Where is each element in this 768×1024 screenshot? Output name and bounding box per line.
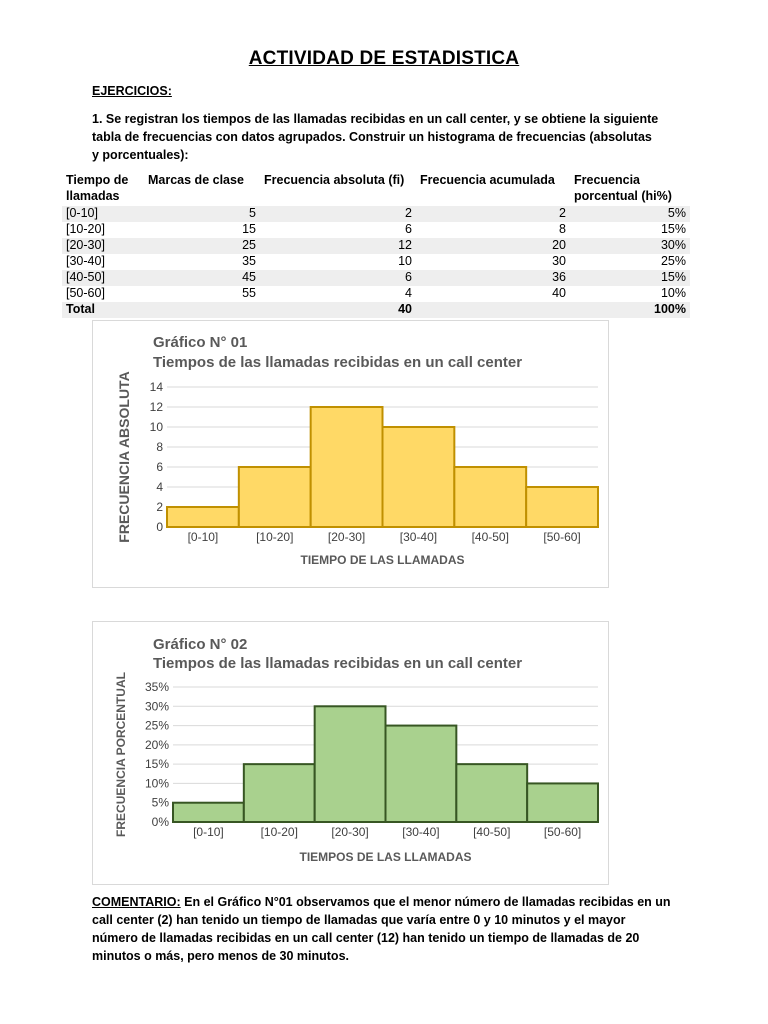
y-tick-label: 4	[156, 480, 163, 494]
table-cell: 20	[416, 238, 570, 254]
table-cell: 6	[405, 222, 412, 236]
histogram-bar	[311, 407, 383, 527]
table-cell: 30	[552, 254, 566, 268]
x-tick-label: [50-60]	[543, 825, 582, 839]
y-tick-label: 8	[156, 440, 163, 454]
table-cell: 15%	[660, 222, 686, 236]
y-tick-label: 14	[149, 380, 163, 394]
table-cell: 45	[144, 270, 260, 286]
table-cell: 15	[242, 222, 256, 236]
chart-title: Gráfico N° 01	[153, 334, 248, 351]
table-cell: 5%	[570, 206, 690, 222]
table-header: Frecuencia porcentual (hi%)	[574, 173, 672, 203]
table-cell: 55	[242, 286, 256, 300]
table-row	[62, 206, 690, 222]
comment-paragraph	[92, 893, 672, 965]
comment-label: COMENTARIO:	[92, 895, 181, 909]
x-tick-label: [50-60]	[543, 530, 581, 544]
histogram-chart-2	[92, 621, 609, 885]
x-tick-label: [20-30]	[331, 825, 369, 839]
table-header-row	[62, 172, 690, 206]
y-tick-label: 12	[149, 400, 163, 414]
comment-text: En el Gráfico N°01 observamos que el menor número de llamadas recibidas en un call center (2) han tenido un tiempo de llamadas que varía entre 0 y 10 minutos y el mayor número de llamadas recibidas en un call center (12) han tenido un tiempo de llamadas de 20 minutos o más, pero menos de 30 minutos.	[92, 895, 671, 963]
table-cell: 35	[242, 254, 256, 268]
histogram-bar	[456, 764, 527, 822]
y-tick-label: 2	[156, 500, 163, 514]
y-tick-label: 5%	[151, 795, 169, 810]
y-tick-label: 0%	[151, 815, 169, 829]
y-axis-label: FRECUENCIA ABSOLUTA	[116, 371, 132, 543]
table-cell: 100%	[570, 302, 690, 318]
x-tick-label: [30-40]	[399, 530, 438, 544]
y-axis-label: FRECUENCIA PORCENTUAL	[114, 672, 128, 837]
table-row	[62, 286, 690, 302]
page-title: ACTIVIDAD DE ESTADISTICA	[248, 48, 520, 69]
chart-subtitle: Tiempos de las llamadas recibidas en un call center	[153, 655, 523, 672]
x-tick-label: [0-10]	[193, 825, 224, 839]
y-tick-label: 0	[156, 520, 163, 534]
table-cell: 25	[144, 238, 260, 254]
table-cell: 10%	[660, 286, 686, 300]
table-cell: 5	[144, 206, 260, 222]
chart-title: Gráfico N° 02	[153, 636, 248, 653]
histogram-bar	[386, 726, 457, 822]
exercises-label: EJERCICIOS:	[92, 84, 172, 98]
table-row	[62, 270, 690, 286]
y-tick-label: 30%	[144, 699, 169, 714]
x-tick-label: [10-20]	[260, 825, 298, 839]
y-tick-label: 6	[156, 460, 163, 474]
y-tick-label: 15%	[144, 757, 169, 772]
table-cell: [20-30]	[62, 238, 144, 254]
frequency-table	[62, 172, 690, 318]
y-tick-label: 25%	[144, 718, 169, 733]
table-cell: 36	[416, 270, 570, 286]
table-total-row	[62, 302, 690, 318]
exercise-text: 1. Se registran los tiempos de las llamadas recibidas en un call center, y se obtiene la siguiente tabla de frecuencias con datos agrupados. Construir un histograma de frecuencias (absolutas y porcentuales):	[92, 112, 659, 162]
y-tick-label: 20%	[144, 737, 169, 752]
histogram-1-svg	[93, 321, 608, 587]
x-tick-label: [40-50]	[473, 825, 511, 839]
x-axis-label: TIEMPOS DE LAS LLAMADAS	[299, 850, 472, 864]
histogram-bar	[526, 487, 598, 527]
histogram-bar	[244, 764, 315, 822]
table-cell: 2	[260, 206, 416, 222]
chart-subtitle: Tiempos de las llamadas recibidas en un call center	[153, 354, 523, 371]
x-tick-label: [40-50]	[471, 530, 509, 544]
histogram-bar	[173, 803, 244, 822]
table-cell: [30-40]	[66, 254, 105, 268]
x-axis-label: TIEMPO DE LAS LLAMADAS	[300, 553, 465, 567]
table-cell: 40	[260, 302, 416, 318]
table-cell	[416, 302, 570, 318]
histogram-chart-1	[92, 320, 609, 588]
histogram-bar	[527, 783, 598, 822]
table-header: Tiempo de llamadas	[66, 173, 129, 203]
table-row	[62, 238, 690, 254]
y-tick-label: 10	[149, 420, 163, 434]
x-tick-label: [20-30]	[327, 530, 366, 544]
table-row	[62, 222, 690, 238]
table-header: Marcas de clase	[148, 173, 244, 187]
table-cell: [50-60]	[66, 286, 105, 300]
table-cell: 10	[398, 254, 412, 268]
table-cell: 8	[559, 222, 566, 236]
histogram-bar	[315, 706, 386, 822]
table-cell: 6	[260, 270, 416, 286]
table-cell: 40	[552, 286, 566, 300]
histogram-2-svg	[93, 622, 608, 884]
histogram-bar	[383, 427, 455, 527]
x-tick-label: [10-20]	[256, 530, 294, 544]
x-tick-label: [0-10]	[187, 530, 219, 544]
table-cell: 15%	[570, 270, 690, 286]
y-tick-label: 10%	[144, 776, 169, 791]
table-cell: [10-20]	[66, 222, 105, 236]
x-tick-label: [30-40]	[402, 825, 440, 839]
table-cell: [40-50]	[62, 270, 144, 286]
table-cell: 12	[260, 238, 416, 254]
histogram-bar	[167, 507, 239, 527]
table-header: Frecuencia acumulada	[420, 173, 555, 187]
histogram-bar	[454, 467, 526, 527]
table-cell: Total	[62, 302, 144, 318]
table-row	[62, 254, 690, 270]
table-cell: 4	[405, 286, 412, 300]
histogram-bar	[239, 467, 311, 527]
table-cell	[144, 302, 260, 318]
table-cell: 2	[416, 206, 570, 222]
table-cell: [0-10]	[62, 206, 144, 222]
table-cell: 30%	[570, 238, 690, 254]
y-tick-label: 35%	[144, 680, 169, 694]
table-header: Frecuencia absoluta (fi)	[264, 173, 405, 187]
table-cell: 25%	[660, 254, 686, 268]
